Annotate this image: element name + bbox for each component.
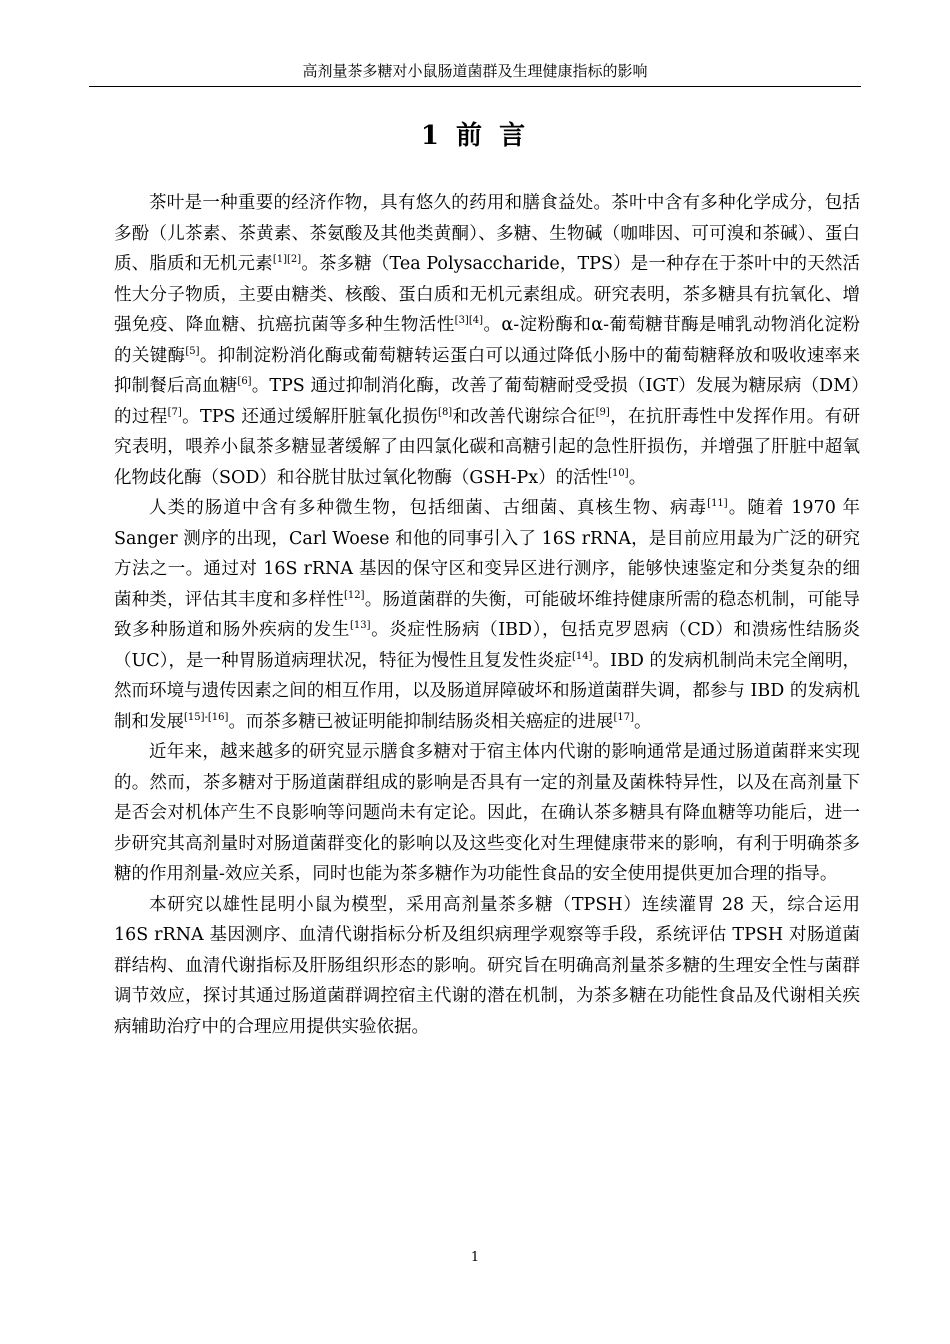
citation-ref: [14] [572,650,593,662]
text-run: 和改善代谢综合征 [452,406,596,427]
text-run: 。肠道菌群的失衡，可能破坏维持健康所需的稳态机制，可能导致多种肠道和肠外疾病的发生 [114,589,861,640]
text-run: 人类的肠道中含有多种微生物，包括细菌、古细菌、真核生物、病毒 [149,498,708,518]
paragraph-2 [114,493,860,737]
section-title: 1 前 言 [420,121,530,151]
running-header [89,60,861,87]
citation-ref: [9] [595,406,610,418]
text-run: 。 [628,467,647,488]
citation-ref: [1][2] [272,254,302,266]
paragraph-3 [114,737,860,890]
text-run: 。随着 1970 年 Sanger 测序的出现，Carl Woese 和他的同事引入了 16S rRNA，是目前应用最为广泛的研究方法之一。通过对 16S rRNA 基因的保守区和变异区进行测序，能够快速鉴定和分类复杂的细菌种类，评估其丰度和多样性 [114,498,860,610]
paragraph-4 [114,890,860,1043]
text-run: 茶叶是一种重要的经济作物，具有悠久的药用和膳食益处。茶叶中含有多种化学成分，包括多酚（儿茶素、茶黄素、茶氨酸及其他类黄酮）、多糖、生物碱（咖啡因、可可溴和茶碱）、蛋白质、脂质和无机元素 [114,193,860,274]
citation-ref: [5] [185,345,200,357]
citation-ref: [17] [613,711,634,723]
text-run: 。 [633,711,652,732]
citation-ref: [13] [350,620,371,632]
text-run: 。α-淀粉酶和α-葡萄糖苷酶是哺乳动物消化淀粉的关键酶 [114,315,860,366]
running-title: 高剂量茶多糖对小鼠肠道菌群及生理健康指标的影响 [302,62,648,80]
citation-ref: [3][4] [454,315,484,327]
page-number: 1 [470,1250,480,1265]
citation-ref: [7] [167,406,182,418]
text-run: 。茶多糖（Tea Polysaccharide，TPS）是一种存在于茶叶中的天然活性大分子物质，主要由糖类、核酸、蛋白质和无机元素组成。研究表明，茶多糖具有抗氧化、增强免疫、降血糖、抗癌抗菌等多种生物活性 [114,254,860,335]
citation-ref: [11] [707,498,728,510]
text-run: 。TPS 通过抑制消化酶，改善了葡萄糖耐受受损（IGT）发展为糖尿病（DM）的过程 [114,376,861,427]
citation-ref: [8] [438,406,453,418]
citation-ref: [15]-[16] [184,711,229,723]
body-text [114,188,860,1042]
text-run: 。TPS 还通过缓解肝脏氧化损伤 [181,406,439,427]
paragraph-1 [114,188,860,493]
text-run: 。而茶多糖已被证明能抑制结肠炎相关癌症的进展 [228,711,614,732]
citation-ref: [12] [344,589,365,601]
text-run: 。抑制淀粉消化酶或葡萄糖转运蛋白可以通过降低小肠中的葡萄糖释放和吸收速率来抑制餐后高血糖 [114,345,861,396]
text-run: 。IBD 的发病机制尚未完全阐明，然而环境与遗传因素之间的相互作用，以及肠道屏障破坏和肠道菌群失调，都参与 IBD 的发病机制和发展 [114,650,860,732]
text-run: 。炎症性肠病（IBD），包括克罗恩病（CD）和溃疡性结肠炎（UC），是一种胃肠道病理状况，特征为慢性且复发性炎症 [114,620,860,671]
text-run: ，在抗肝毒性中发挥作用。有研究表明，喂养小鼠茶多糖显著缓解了由四氯化碳和高糖引起的急性肝损伤，并增强了肝脏中超氧化物歧化酶（SOD）和谷胱甘肽过氧化物酶（GSH-Px）的活性 [114,406,861,488]
citation-ref: [10] [608,467,629,479]
text-run: 本研究以雄性昆明小鼠为模型，采用高剂量茶多糖（TPSH）连续灌胃 28 天，综合运用 16S rRNA 基因测序、血清代谢指标分析及组织病理学观察等手段，系统评估 TPSH 对肠道菌群结构、血清代谢指标及肝肠组织形态的影响。研究旨在明确高剂量茶多糖的生理安全性与菌群调节效应，探讨其通过肠道菌群调控宿主代谢的潜在机制，为茶多糖在功能性食品及代谢相关疾病辅助治疗中的合理应用提供实验依据。 [114,894,860,1037]
citation-ref: [6] [237,376,252,388]
text-run: 近年来，越来越多的研究显示膳食多糖对于宿主体内代谢的影响通常是通过肠道菌群来实现的。然而，茶多糖对于肠道菌群组成的影响是否具有一定的剂量及菌株特异性，以及在高剂量下是否会对机体产生不良影响等问题尚未有定论。因此，在确认茶多糖具有降血糖等功能后，进一步研究其高剂量时对肠道菌群变化的影响以及这些变化对生理健康带来的影响，有利于明确茶多糖的作用剂量-效应关系，同时也能为茶多糖作为功能性食品的安全使用提供更加合理的指导。 [114,742,860,884]
